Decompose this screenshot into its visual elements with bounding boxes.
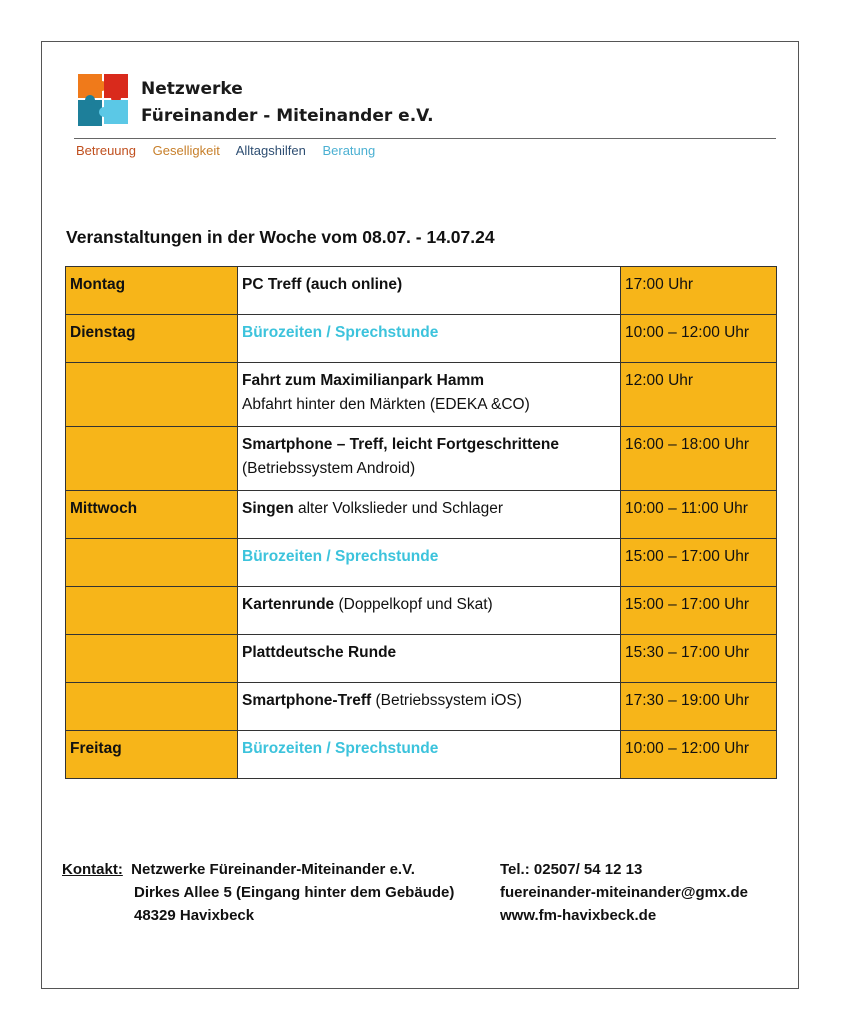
time-cell: 17:00 Uhr — [621, 267, 777, 315]
event-detail: (Doppelkopf und Skat) — [334, 596, 493, 613]
event-title: Bürozeiten / Sprechstunde — [242, 324, 439, 341]
time-cell: 15:00 – 17:00 Uhr — [621, 539, 777, 587]
contact-email[interactable]: fuereinander-miteinander@gmx.de — [500, 884, 749, 901]
tagline — [76, 143, 388, 158]
event-title-line — [242, 321, 616, 345]
time-cell: 17:30 – 19:00 Uhr — [621, 683, 777, 731]
event-title-line — [242, 433, 616, 457]
contact-address2: 48329 Havixbeck — [134, 907, 255, 924]
event-title-line — [242, 593, 616, 617]
contact-phone: Tel.: 02507/ 54 12 13 — [500, 861, 643, 878]
day-cell: Dienstag — [66, 315, 238, 363]
event-title: Fahrt zum Maximilianpark Hamm — [242, 372, 485, 389]
event-cell — [238, 731, 621, 779]
event-subline: Abfahrt hinter den Märkten (EDEKA &CO) — [242, 396, 530, 413]
event-title: Kartenrunde — [242, 596, 335, 613]
event-title-line — [242, 737, 616, 761]
header-divider — [74, 138, 776, 139]
org-name — [141, 76, 434, 130]
table-row — [66, 635, 777, 683]
event-title-line — [242, 497, 616, 521]
table-row — [66, 587, 777, 635]
day-cell: Mittwoch — [66, 491, 238, 539]
table-row — [66, 315, 777, 363]
event-cell — [238, 587, 621, 635]
contact-label: Kontakt: — [62, 861, 123, 878]
event-title: Smartphone – Treff, leicht Fortgeschrittene — [242, 436, 559, 453]
time-cell: 15:30 – 17:00 Uhr — [621, 635, 777, 683]
org-name-line1: Netzwerke — [141, 79, 243, 99]
event-title-line — [242, 545, 616, 569]
tagline-beratung: Beratung — [322, 143, 376, 158]
org-name-line2: Füreinander - Miteinander e.V. — [141, 106, 434, 126]
event-title: Bürozeiten / Sprechstunde — [242, 548, 439, 565]
time-cell: 10:00 – 11:00 Uhr — [621, 491, 777, 539]
page-title: Veranstaltungen in der Woche vom 08.07. - 14.07.24 — [66, 227, 495, 247]
day-cell — [66, 635, 238, 683]
time-cell: 16:00 – 18:00 Uhr — [621, 427, 777, 491]
table-row — [66, 683, 777, 731]
time-cell: 12:00 Uhr — [621, 363, 777, 427]
table-row — [66, 491, 777, 539]
contact-web[interactable]: www.fm-havixbeck.de — [500, 907, 657, 924]
puzzle-logo-icon — [74, 70, 132, 134]
event-title-line — [242, 641, 616, 665]
event-title: Plattdeutsche Runde — [242, 644, 397, 661]
day-cell — [66, 539, 238, 587]
table-row — [66, 363, 777, 427]
event-cell — [238, 363, 621, 427]
tagline-alltagshilfen: Alltagshilfen — [235, 143, 306, 158]
event-cell — [238, 427, 621, 491]
event-detail: (Betriebssystem iOS) — [371, 692, 522, 709]
table-row — [66, 539, 777, 587]
event-cell — [238, 539, 621, 587]
event-detail: alter Volkslieder und Schlager — [293, 500, 504, 517]
event-title-line — [242, 689, 616, 713]
event-cell — [238, 267, 621, 315]
day-cell: Montag — [66, 267, 238, 315]
time-cell: 10:00 – 12:00 Uhr — [621, 731, 777, 779]
table-row — [66, 731, 777, 779]
event-title: PC Treff (auch online) — [242, 276, 403, 293]
event-cell — [238, 315, 621, 363]
day-cell — [66, 363, 238, 427]
day-cell — [66, 587, 238, 635]
contact-block — [62, 858, 454, 927]
tagline-geselligkeit: Geselligkeit — [152, 143, 220, 158]
day-cell — [66, 427, 238, 491]
event-title: Bürozeiten / Sprechstunde — [242, 740, 439, 757]
contact-details — [500, 858, 748, 927]
event-title-line — [242, 369, 616, 393]
event-title: Smartphone-Treff — [242, 692, 372, 709]
day-cell — [66, 683, 238, 731]
schedule-table — [65, 266, 777, 779]
event-cell — [238, 635, 621, 683]
event-title: Singen — [242, 500, 294, 517]
contact-name: Netzwerke Füreinander-Miteinander e.V. — [131, 861, 415, 878]
event-title-line — [242, 273, 616, 297]
event-subline: (Betriebssystem Android) — [242, 460, 416, 477]
day-cell: Freitag — [66, 731, 238, 779]
event-cell — [238, 683, 621, 731]
time-cell: 15:00 – 17:00 Uhr — [621, 587, 777, 635]
time-cell: 10:00 – 12:00 Uhr — [621, 315, 777, 363]
table-row — [66, 427, 777, 491]
tagline-betreuung: Betreuung — [76, 143, 136, 158]
contact-address1: Dirkes Allee 5 (Eingang hinter dem Gebäude) — [134, 884, 455, 901]
table-row — [66, 267, 777, 315]
event-cell — [238, 491, 621, 539]
